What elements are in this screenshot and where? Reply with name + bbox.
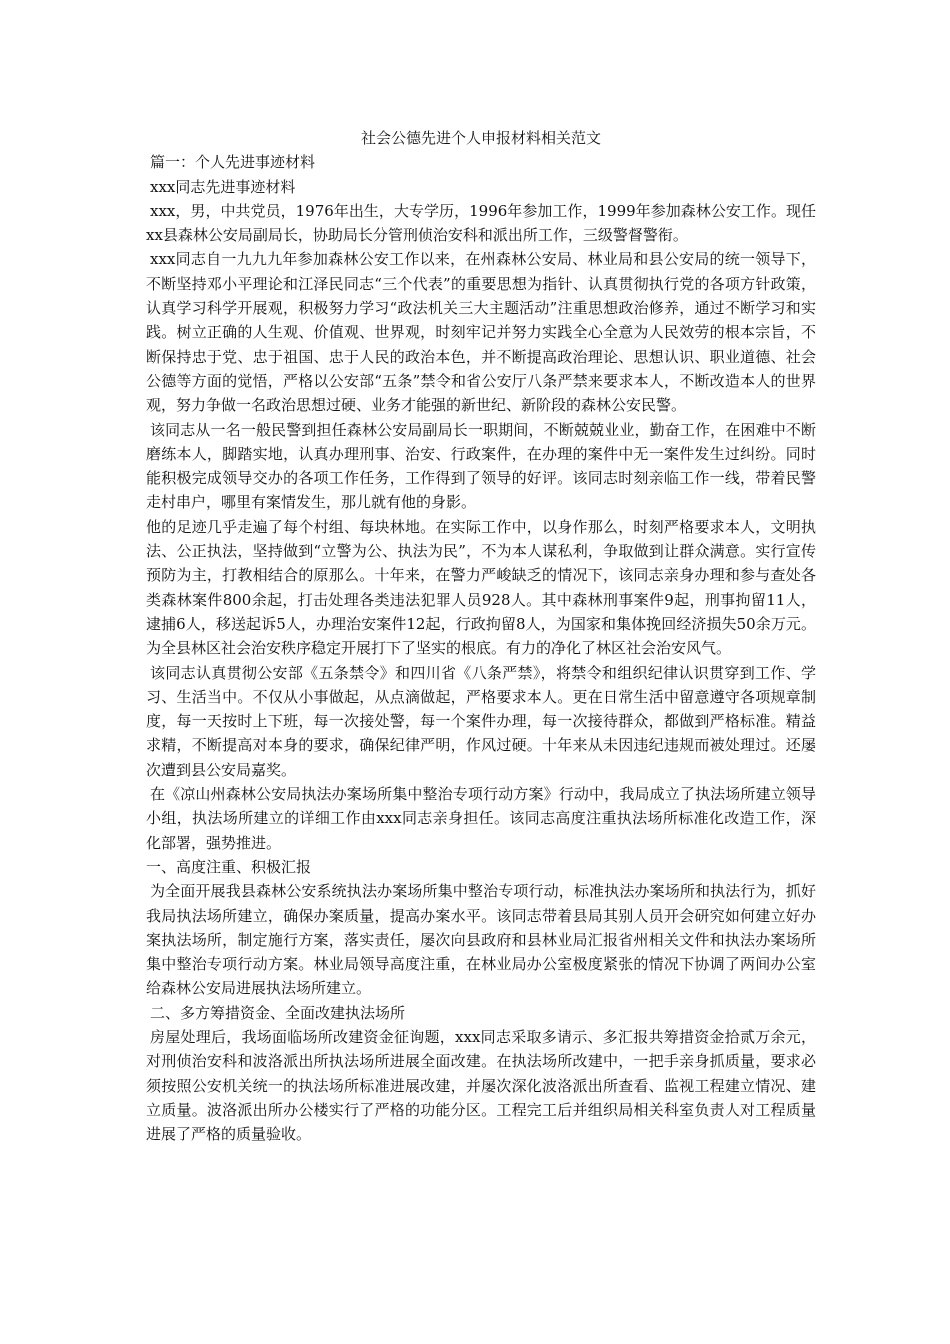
paragraph-political-thought: xxx同志自一九九九年参加森林公安工作以来，在州森林公安局、林业局和县公安局的统一领导下，不断坚持邓小平理论和江泽民同志“三个代表”的重要思想为指针、认真贯彻执行党的各项方针政策，认真学习科学开展观，积极努力学习“政法机关三大主题活动”注重思想政治修养，通过不断学习和实践。树立正确的人生观、价值观、世界观，时刻牢记并努力实践全心全意为人民效劳的根本宗旨，不断保持忠于党、忠于祖国、忠于人民的政治本色，并不断提高政治理论、思想认识、职业道德、社会公德等方面的觉悟，严格以公安部“五条”禁令和省公安厅八条严禁来要求本人，不断改造本人的世界观，努力争做一名政治思想过硬、业务才能强的新世纪、新阶段的森林公安民警。	[146, 250, 816, 415]
paragraph-venue-project: 在《凉山州森林公安局执法办案场所集中整治专项行动方案》行动中，我局成立了执法场所建立领导小组，执法场所建立的详细工作由xxx同志亲身担任。该同志高度注重执法场所标准化改造工作，深化部署，强势推进。	[146, 785, 816, 852]
section-heading-part-one: 篇一：个人先进事迹材料	[150, 153, 316, 172]
section-heading-two: 二、多方筹措资金、全面改建执法场所	[150, 1003, 406, 1022]
paragraph-work-duty: 该同志从一名一般民警到担任森林公安局副局长一职期间，不断兢兢业业，勤奋工作，在困难中不断磨练本人，脚踏实地，认真办理刑事、治安、行政案件，在办理的案件中无一案件发生过纠纷。同时能积极完成领导交办的各项工作任务，工作得到了领导的好评。该同志时刻亲临工作一线，带着民警走村串户，哪里有案情发生，那儿就有他的身影。	[146, 420, 816, 512]
material-subtitle: xxx同志先进事迹材料	[150, 177, 296, 196]
paragraph-funding: 房屋处理后，我场面临场所改建资金征询题，xxx同志采取多请示、多汇报共筹措资金拾贰万余元，对刑侦治安科和波洛派出所执法场所进展全面改建。在执法场所改建中，一把手亲身抓质量，要求必须按照公安机关统一的执法场所标准进展改建，并屡次深化波洛派出所查看、监视工程建立情况、建立质量。波洛派出所办公楼实行了严格的功能分区。工程完工后并组织局相关科室负责人对工程质量进展了严格的质量验收。	[146, 1027, 816, 1144]
paragraph-profile: xxx，男，中共党员，1976年出生，大专学历，1996年参加工作，1999年参加森林公安工作。现任xx县森林公安局副局长，协助局长分管刑侦治安科和派出所工作，三级警督警衔。	[146, 201, 816, 245]
paragraph-discipline: 该同志认真贯彻公安部《五条禁令》和四川省《八条严禁》，将禁令和组织纪律认识贯穿到工作、学习、生活当中。不仅从小事做起，从点滴做起，严格要求本人。更在日常生活中留意遵守各项规章制度，每一天按时上下班，每一次接处警，每一个案件办理，每一次接待群众，都做到严格标准。精益求精，不断提高对本身的要求，确保纪律严明，作风过硬。十年来从未因违纪违规而被处理过。还屡次遭到县公安局嘉奖。	[146, 663, 816, 779]
document-title: 社会公德先进个人申报材料相关范文	[360, 129, 601, 147]
paragraph-report: 为全面开展我县森林公安系统执法办案场所集中整治专项行动，标准执法办案场所和执法行为，抓好我局执法场所建立，确保办案质量，提高办案水平。该同志带着县局其别人员开会研究如何建立好办案执法场所，制定施行方案，落实责任，屡次向县政府和县林业局汇报省州相关文件和执法办案场所集中整治专项行动方案。林业局领导高度注重，在林业局办公室极度紧张的情况下协调了两间办公室给森林公安局进展执法场所建立。	[146, 882, 816, 998]
paragraph-case-record: 他的足迹几乎走遍了每个村组、每块林地。在实际工作中，以身作那么，时刻严格要求本人，文明执法、公正执法，坚持做到“立警为公、执法为民”，不为本人谋私利，争取做到让群众满意。实行宣传预防为主，打教相结合的原那么。十年来，在警力严峻缺乏的情况下，该同志亲身办理和参与查处各类森林案件800余起，打击处理各类违法犯罪人员928人。其中森林刑事案件9起，刑事拘留11人，逮捕6人，移送起诉5人，办理治安案件12起，行政拘留8人，为国家和集体挽回经济损失50余万元。为全县林区社会治安秩序稳定开展打下了坚实的根底。有力的净化了林区社会治安风气。	[146, 517, 816, 658]
document-body	[146, 126, 816, 1146]
section-heading-one: 一、高度注重、积极汇报	[146, 857, 312, 876]
